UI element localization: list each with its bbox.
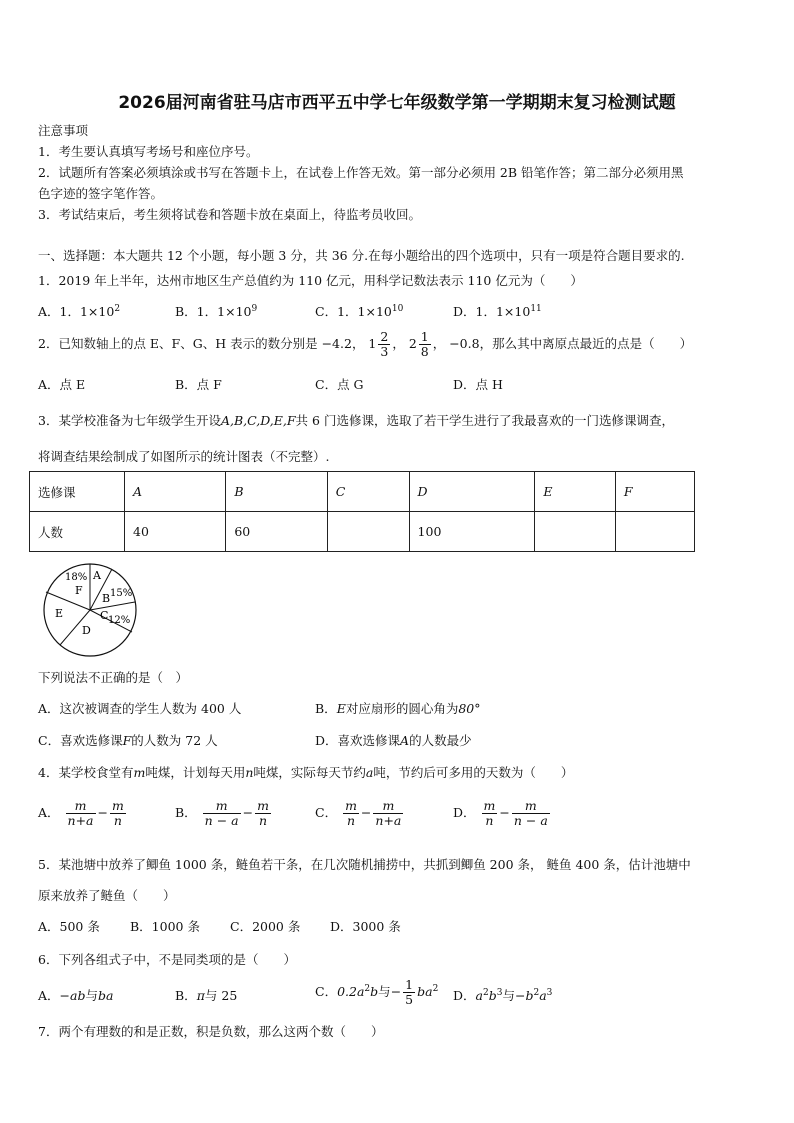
pie-label-c: C [100, 609, 109, 622]
q5-stem-cont: 原来放养了鲢鱼（ ） [38, 888, 176, 903]
pie-pct-c: 12% [108, 615, 131, 626]
q3-ask: 下列说法不正确的是（ ） [38, 670, 189, 685]
table-cell: 100 [409, 512, 535, 552]
q4-option-a[interactable]: A． $\frac{m}{n+a}$ − $\frac{m}{n}$ [38, 798, 124, 828]
pie-pct-b: 15% [110, 588, 133, 599]
table-cell [327, 512, 409, 552]
q1-stem: 1．2019 年上半年，达州市地区生产总值约为 110 亿元，用科学记数法表示 110 亿元为（ ） [38, 273, 583, 288]
q5-option-b[interactable]: B．1000 条 [130, 919, 200, 934]
q1-option-b[interactable]: B．1．$1\times 10^9$ [175, 303, 258, 319]
q6-option-d[interactable]: D．$a^2b^3$与$-b^2a^3$ [453, 987, 553, 1003]
q5-option-a[interactable]: A．500 条 [38, 919, 100, 934]
table-cell [615, 512, 694, 552]
q6-option-c[interactable]: C．$0.2a^2b$与− $\frac{1}{5}$ $ba^2$ [315, 977, 439, 1007]
q1-option-c[interactable]: C．1．$1\times 10^{10}$ [315, 303, 404, 319]
notice-item-3: 3．考试结束后，考生须将试卷和答题卡放在桌面上，待监考员收回。 [38, 207, 421, 222]
q2-option-a[interactable]: A．点 E [38, 377, 86, 392]
q5-stem: 5．某池塘中放养了鲫鱼 1000 条，鲢鱼若干条，在几次随机捕捞中，共抓到鲫鱼 200 条， 鲢鱼 400 条，估计池塘中 [38, 857, 691, 872]
q3-option-c[interactable]: C．喜欢选修课F的人数为 72 人 [38, 733, 218, 748]
q3-stem: 3．某学校准备为七年级学生开设A,B,C,D,E,F共 6 门选修课，选取了若干学生进行了我最喜欢的一门选修课调查， [38, 413, 674, 428]
q2-stem: 2．已知数轴上的点 E、F、G、H 表示的数分别是 −4.2， 1 $\frac{2}{3}$ ， 2 $\frac{1}{8}$ ， −0.8，那么其中离原点最近的点是（ ） [38, 329, 693, 359]
page-title: 2026届河南省驻马店市西平五中学七年级数学第一学期期末复习检测试题 [118, 93, 676, 113]
table-cell: A [125, 472, 226, 512]
pie-label-e: E [55, 607, 64, 620]
table-cell [535, 512, 615, 552]
q3-stem-cont: 将调查结果绘制成了如图所示的统计图表（不完整）. [38, 449, 330, 464]
notice-item-1: 1．考生要认真填写考场号和座位序号。 [38, 144, 259, 159]
notice-item-2: 2．试题所有答案必须填涂或书写在答题卡上，在试卷上作答无效。第一部分必须用 2B 铅笔作答；第二部分必须用黑 [38, 165, 684, 180]
table-cell: B [226, 472, 327, 512]
pie-label-f: F [75, 584, 83, 597]
notice-heading: 注意事项 [38, 123, 89, 138]
q6-stem: 6．下列各组式子中，不是同类项的是（ ） [38, 952, 296, 967]
q3-pie-chart [40, 562, 140, 657]
table-cell: 40 [125, 512, 226, 552]
q1-option-d[interactable]: D．1．$1\times 10^{11}$ [453, 303, 542, 319]
q2-option-b[interactable]: B．点 F [175, 377, 222, 392]
q4-option-c[interactable]: C． $\frac{m}{n}$ − $\frac{m}{n+a}$ [315, 798, 402, 828]
q5-option-d[interactable]: D．3000 条 [330, 919, 401, 934]
table-row [30, 512, 695, 552]
table-cell: 人数 [30, 512, 125, 552]
q3-option-a[interactable]: A．这次被调查的学生人数为 400 人 [38, 701, 242, 716]
table-cell: 选修课 [30, 472, 125, 512]
table-row [30, 472, 695, 512]
q1-option-a[interactable]: A．1．$1\times 10^2$ [38, 303, 121, 319]
pie-pct-f: 18% [65, 572, 88, 583]
notice-item-2-cont: 色字迹的签字笔作答。 [38, 186, 164, 201]
q2-option-c[interactable]: C．点 G [315, 377, 364, 392]
table-cell: F [615, 472, 694, 512]
q3-option-b[interactable]: B．E对应扇形的圆心角为80° [315, 701, 481, 716]
table-cell: C [327, 472, 409, 512]
q3-course-table [29, 471, 695, 552]
q3-option-d[interactable]: D．喜欢选修课A的人数最少 [315, 733, 472, 748]
pie-label-a: A [93, 569, 101, 582]
q6-option-a[interactable]: A．−ab与ba [38, 988, 114, 1003]
q5-option-c[interactable]: C．2000 条 [230, 919, 301, 934]
q7-stem: 7．两个有理数的和是正数，积是负数，那么这两个数（ ） [38, 1024, 384, 1039]
q4-option-b[interactable]: B． $\frac{m}{n - a}$ − $\frac{m}{n}$ [175, 798, 269, 828]
table-cell: D [409, 472, 535, 512]
q4-stem: 4．某学校食堂有m吨煤，计划每天用n吨煤，实际每天节约a吨，节约后可多用的天数为（ ） [38, 765, 574, 780]
q4-option-d[interactable]: D． $\frac{m}{n}$ − $\frac{m}{n - a}$ [453, 798, 548, 828]
pie-label-d: D [82, 624, 91, 637]
q6-option-b[interactable]: B．π与 25 [175, 988, 238, 1003]
table-cell: E [535, 472, 615, 512]
pie-label-b: B [102, 592, 111, 605]
q2-option-d[interactable]: D．点 H [453, 377, 503, 392]
table-cell: 60 [226, 512, 327, 552]
section-heading: 一、选择题：本大题共 12 个小题，每小题 3 分，共 36 分.在每小题给出的四个选项中，只有一项是符合题目要求的. [38, 248, 685, 263]
